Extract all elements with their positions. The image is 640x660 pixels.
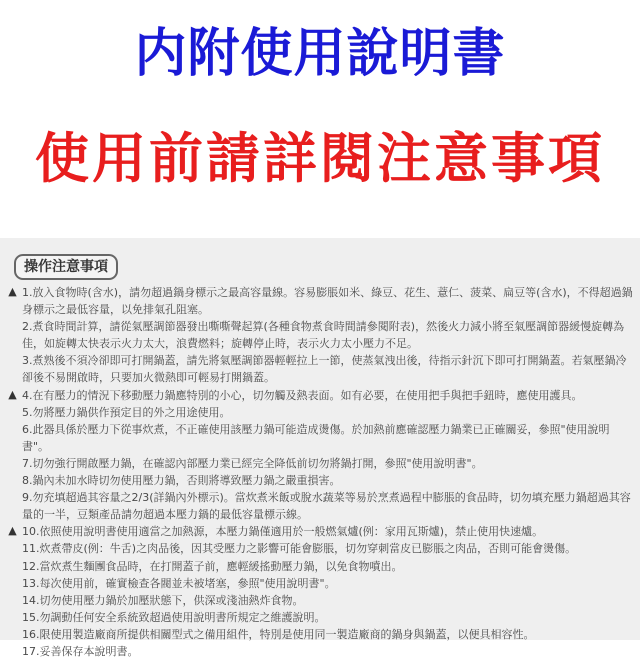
- precaution-item: [6, 421, 634, 455]
- precaution-text: 10.依照使用說明書使用適當之加熱源，本壓力鍋僅適用於一般燃氣爐(例：家用瓦斯爐)，禁止使用快速爐。: [22, 525, 544, 539]
- precaution-text: 5.勿將壓力鍋供作預定目的外之用途使用。: [22, 405, 231, 419]
- precaution-item: [6, 643, 634, 660]
- precautions-document: [0, 238, 640, 658]
- precaution-text: 11.炊煮帶皮(例：牛舌)之肉品後，因其受壓力之影響可能會膨脹，切勿穿刺當皮已膨脹之肉品，否則可能會燙傷。: [22, 542, 577, 556]
- precaution-item: [6, 352, 634, 386]
- precaution-item: [6, 609, 634, 626]
- manual-included-title: 内附使用說明書: [134, 24, 506, 84]
- warning-triangle-icon: ▲: [8, 285, 17, 298]
- precaution-text: 13.每次使用前，確實檢查各閥並未被堵塞，參照"使用說明書"。: [22, 576, 336, 590]
- precaution-text: 8.鍋內未加水時切勿使用壓力鍋，否則將導致壓力鍋之嚴重損害。: [22, 474, 341, 488]
- read-precautions-title: 使用前請詳閱注意事項: [35, 127, 605, 190]
- precautions-heading: 操作注意事項: [14, 254, 118, 280]
- precaution-item: [6, 558, 634, 575]
- precaution-item: [6, 455, 634, 472]
- precaution-item: [6, 284, 634, 318]
- precaution-text: 9.勿充填超過其容量之2/3(詳鍋內外標示)。當炊煮米飯或脫水蔬菜等易於烹煮過程中膨脹的食品時，切勿填充壓力鍋超過其容量的一半，豆類產品請勿超過本壓力鍋的最低容量標示線。: [22, 491, 631, 522]
- precaution-text: 4.在有壓力的情況下移動壓力鍋應特別的小心，切勿觸及熱表面。如有必要，在使用把手與把手鈕時，應使用護具。: [22, 388, 583, 402]
- precaution-item: [6, 592, 634, 609]
- precautions-list: [6, 284, 634, 660]
- precaution-item: [6, 540, 634, 557]
- precaution-item: [6, 387, 634, 404]
- precaution-text: 17.妥善保存本說明書。: [22, 644, 139, 658]
- precaution-text: 1.放入食物時(含水)，請勿超過鍋身標示之最高容量線。容易膨脹如米、綠豆、花生、薏仁、菠菜、扁豆等(含水)，不得超過鍋身標示之最低容量，以免排氣孔阻塞。: [22, 286, 633, 317]
- precaution-text: 16.限使用製造廠商所提供相關型式之備用組件，特別是使用同一製造廠商的鍋身與鍋蓋，以便具相容性。: [22, 627, 535, 641]
- precaution-item: [6, 472, 634, 489]
- precaution-item: [6, 523, 634, 540]
- precaution-text: 2.煮食時間計算，請從氣壓調節器發出嘶嘶聲起算(各種食物煮食時間請參閱附表)，然後火力減小將至氣壓調節器緩慢旋轉為佳，如旋轉太快表示火力太大，浪費燃料；旋轉停止時，表示火力太小壓力不足。: [22, 320, 625, 351]
- precaution-text: 14.切勿使用壓力鍋於加壓狀態下，供深或淺油熱炸食物。: [22, 593, 304, 607]
- precaution-item: [6, 404, 634, 421]
- precaution-text: 12.當炊煮生麵團食品時，在打開蓋子前，應輕緩搖動壓力鍋，以免食物噴出。: [22, 559, 403, 573]
- precaution-item: [6, 318, 634, 352]
- precaution-item: [6, 489, 634, 523]
- precaution-text: 15.勿調動任何安全系統致超過使用說明書所規定之維護說明。: [22, 610, 326, 624]
- precaution-text: 7.切勿強行開啟壓力鍋，在確認內部壓力業已經完全降低前切勿將鍋打開，參照"使用說明書"。: [22, 456, 483, 470]
- precaution-item: [6, 626, 634, 643]
- warning-triangle-icon: ▲: [8, 524, 17, 538]
- header-banner: [0, 0, 640, 238]
- precaution-item: [6, 575, 634, 592]
- warning-triangle-icon: ▲: [8, 387, 17, 401]
- precaution-text: 6.此器具係於壓力下從事炊煮，不正確使用該壓力鍋可能造成燙傷。於加熱前應確認壓力鍋業已正確關妥，參照"使用說明書"。: [22, 422, 610, 453]
- precaution-text: 3.煮熟後不須冷卻即可打開鍋蓋，請先將氣壓調節器輕輕拉上一節，使蒸氣洩出後，待指示針沉下即可打開鍋蓋。若氣壓鍋冷卻後不易開啟時，只要加火微熱即可輕易打開鍋蓋。: [22, 354, 627, 385]
